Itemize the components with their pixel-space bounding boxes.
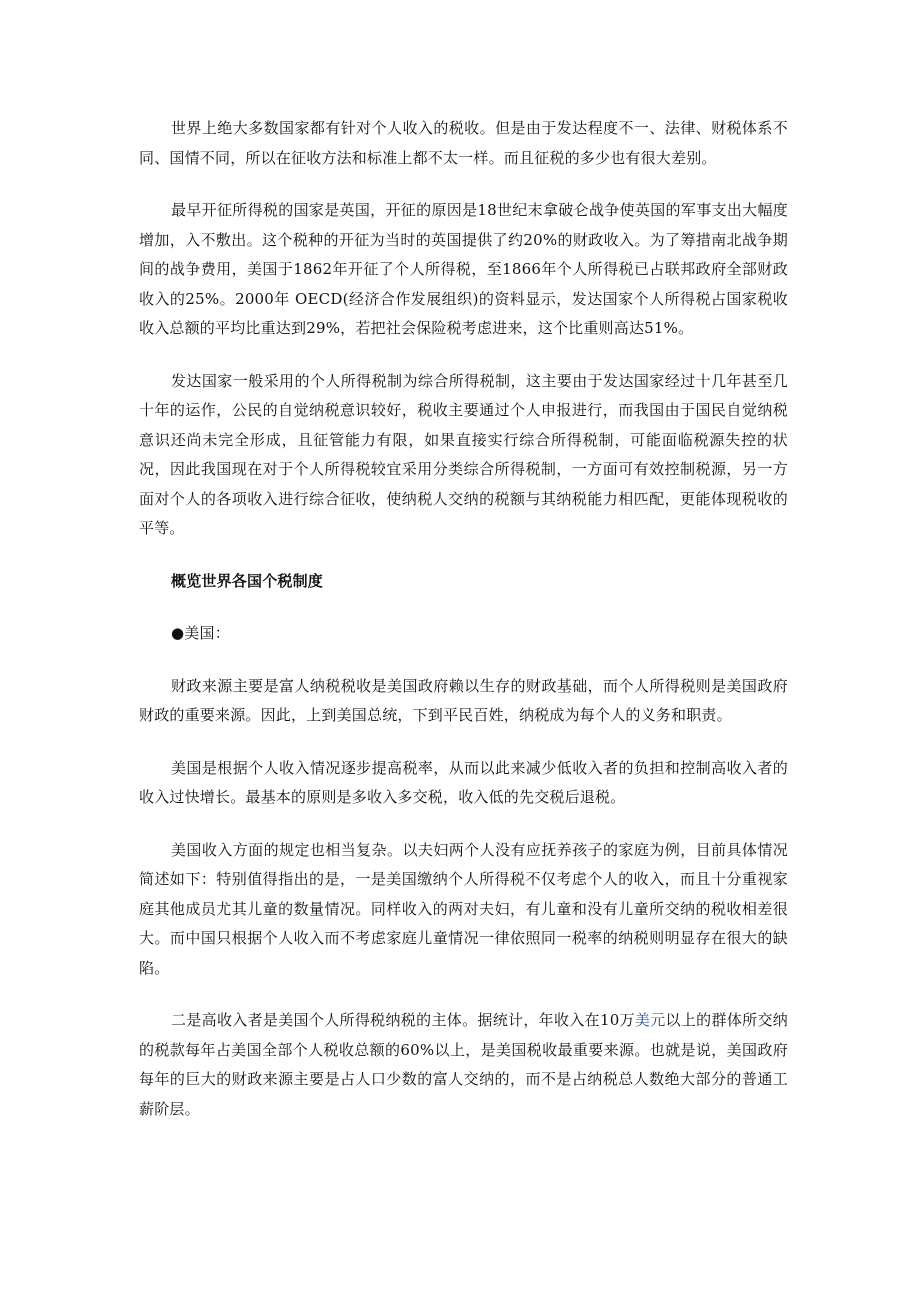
paragraph-usa-progressive: 美国是根据个人收入情况逐步提高税率，从而以此来减少低收入者的负担和控制高收入者的收入过快增长。最基本的原则是多收入多交税，收入低的先交税后退税。 — [139, 758, 788, 806]
paragraph-text-before-link: 二是高收入者是美国个人所得税纳税的主体。据统计，年收入在10万 — [171, 1011, 635, 1029]
paragraph-usa-family: 美国收入方面的规定也相当复杂。以夫妇两个人没有应抚养孩子的家庭为例，目前具体情况简述如下：特别值得指出的是，一是美国缴纳个人所得税不仅考虑个人的收入，而且十分重视家庭其他成员尤其儿童的数量情况。同样收入的两对夫妇，有儿童和没有儿童所交纳的税收相差很大。而中国只根据个人收入而不考虑家庭儿童情况一律依照同一税率的纳税则明显存在很大的缺陷。 — [139, 840, 788, 977]
paragraph-developed-countries: 发达国家一般采用的个人所得税制为综合所得税制，这主要由于发达国家经过十几年甚至几十年的运作，公民的自觉纳税意识较好，税收主要通过个人申报进行，而我国由于国民自觉纳税意识还尚未完全形成，且征管能力有限，如果直接实行综合所得税制，可能面临税源失控的状况，因此我国现在对于个人所得税较宜采用分类综合所得税制，一方面可有效控制税源，另一方面对个人的各项收入进行综合征收，使纳税人交纳的税额与其纳税能力相匹配，更能体现税收的平等。 — [139, 371, 788, 537]
paragraph-usa-high-income — [139, 1006, 788, 1124]
paragraph-text-after-link: 以上的群体所交纳的税款每年占美国全部个人税收总额的60%以上，是美国税收最重要来源。也就是说，美国政府每年的巨大的财政来源主要是占人口少数的富人交纳的，而不是占纳税总人数绝大部分的普通工薪阶层。 — [139, 1011, 788, 1118]
section-heading: 概览世界各国个税制度 — [171, 571, 324, 590]
usd-link[interactable]: 美元 — [634, 1011, 666, 1029]
paragraph-intro: 世界上绝大多数国家都有针对个人收入的税收。但是由于发达程度不一、法律、财税体系不同、国情不同，所以在征收方法和标准上都不太一样。而且征税的多少也有很大差别。 — [139, 119, 788, 167]
paragraph-history: 最早开征所得税的国家是英国，开征的原因是18世纪末拿破仑战争使英国的军事支出大幅度增加，入不敷出。这个税种的开征为当时的英国提供了约20%的财政收入。为了筹措南北战争期间的战争费用，美国于1862年开征了个人所得税，至1866年个人所得税已占联邦政府全部财政收入的25%。2000年 OECD(经济合作发展组织)的资料显示，发达国家个人所得税占国家税收收入总额的平均比重达到29%，若把社会保险税考虑进来，这个比重则高达51%。 — [139, 201, 788, 337]
paragraph-usa-finance: 财政来源主要是富人纳税税收是美国政府赖以生存的财政基础，而个人所得税则是美国政府财政的重要来源。因此，上到美国总统，下到平民百姓，纳税成为每个人的义务和职责。 — [139, 676, 788, 724]
bullet-usa: ●美国： — [171, 624, 230, 642]
